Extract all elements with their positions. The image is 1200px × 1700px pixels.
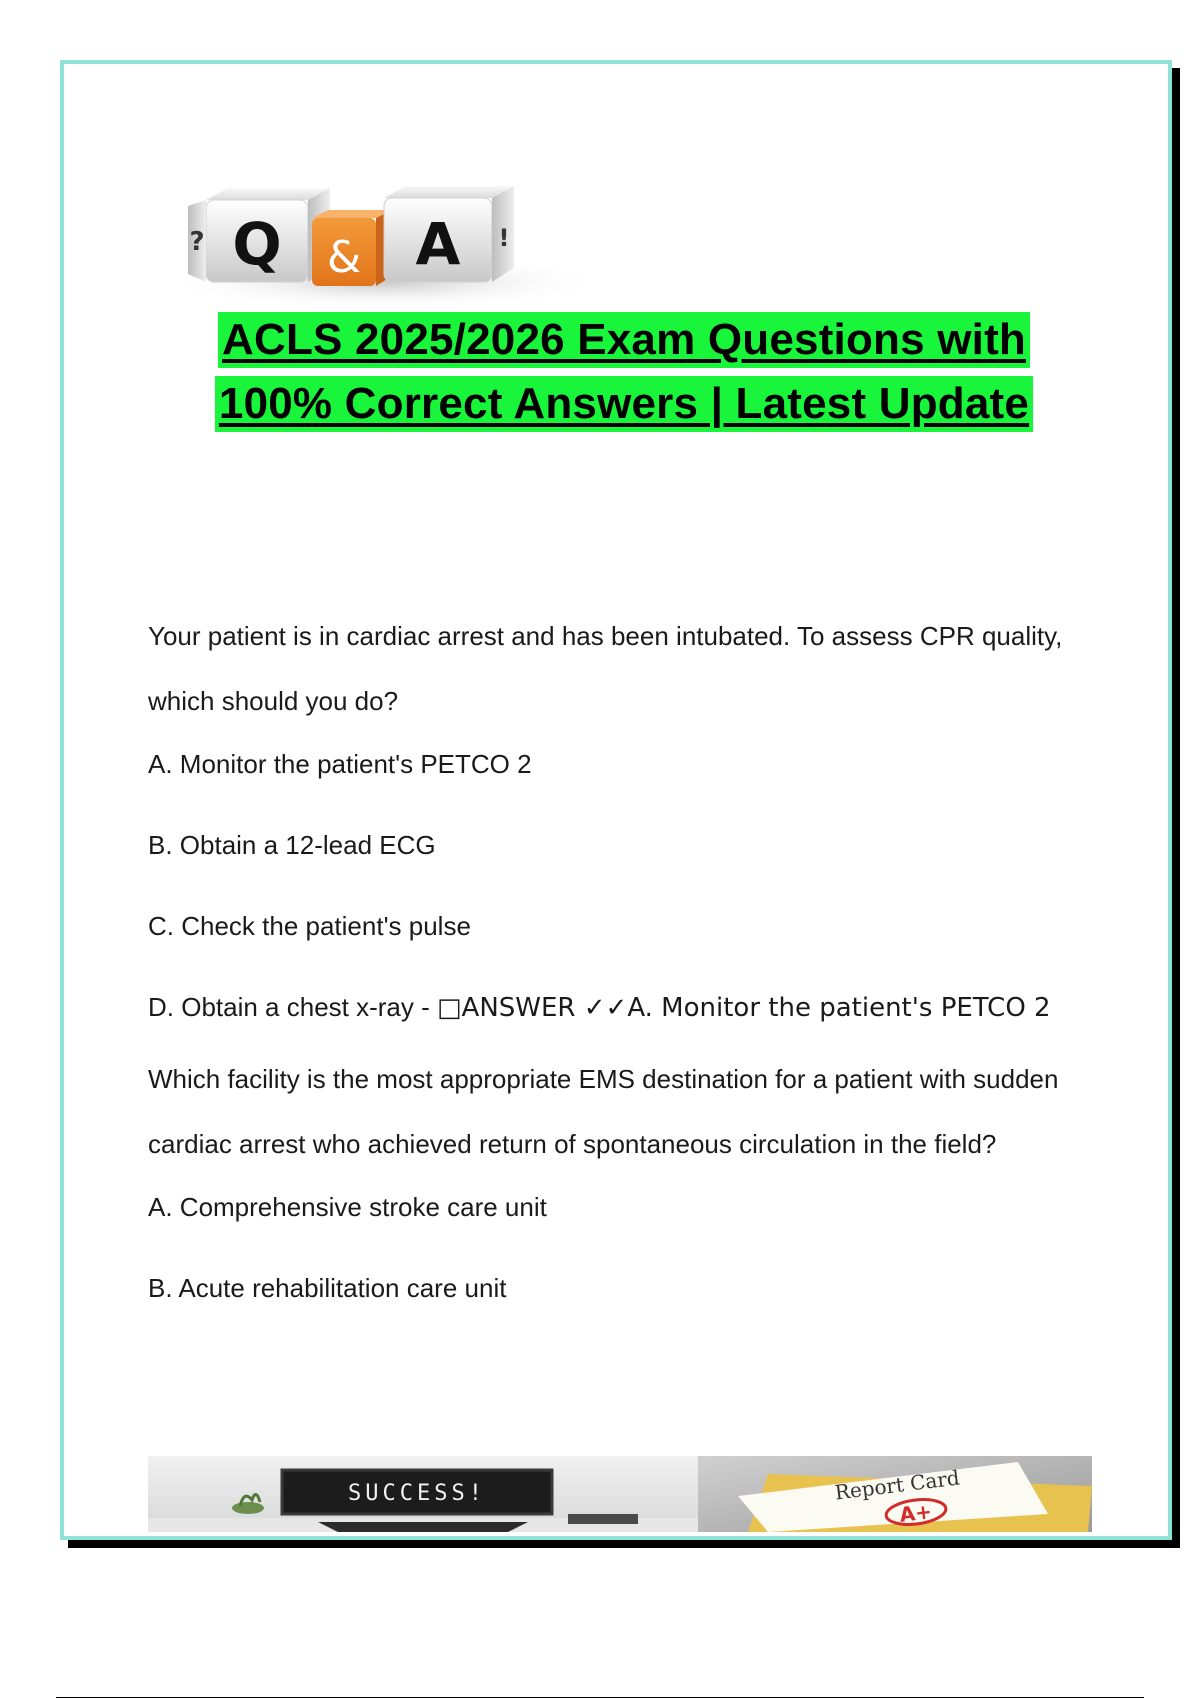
logo-side-exclaim: ! (498, 224, 510, 252)
question-2-option-b: B. Acute rehabilitation care unit (148, 1273, 507, 1303)
report-card-image (698, 1456, 1092, 1532)
question-1 (148, 604, 1108, 1051)
question-list (148, 604, 1108, 1331)
question-1-option-b: B. Obtain a 12-lead ECG (148, 830, 436, 860)
question-2-option-a: A. Comprehensive stroke care unit (148, 1192, 547, 1222)
page-frame (60, 60, 1172, 1540)
document-title (164, 312, 1084, 440)
report-card-grade: A+ (898, 1499, 934, 1527)
logo-side-question: ? (189, 227, 205, 257)
qa-dice-logo (148, 136, 596, 316)
footer-image-strip (148, 1456, 1092, 1532)
question-1-option-a: A. Monitor the patient's PETCO 2 (148, 749, 532, 779)
report-card-title: Report Card (833, 1465, 961, 1505)
success-sign-text: SUCCESS! (348, 1481, 486, 1506)
success-image (148, 1456, 698, 1532)
title-line-2: 100% Correct Answers | Latest Update (215, 376, 1033, 432)
logo-letter-a: A (415, 210, 461, 278)
question-1-prompt: Your patient is in cardiac arrest and has been intubated. To assess CPR quality, which should you do? (148, 621, 1063, 716)
question-1-option-d-text: D. Obtain a chest x-ray - (148, 992, 437, 1022)
title-line-1: ACLS 2025/2026 Exam Questions with (218, 312, 1030, 368)
question-1-option-c: C. Check the patient's pulse (148, 911, 471, 941)
question-1-answer: □ANSWER ✓✓A. Monitor the patient's PETCO 2 (436, 993, 1051, 1023)
question-1-option-d (148, 969, 1108, 1051)
question-2-prompt: Which facility is the most appropriate EMS destination for a patient with sudden cardiac arrest who achieved return of spontaneous circulation in the field? (148, 1064, 1059, 1159)
logo-letter-q: Q (232, 210, 282, 278)
question-2 (148, 1047, 1108, 1331)
page-bottom-rule (56, 1697, 1144, 1698)
logo-ampersand: & (326, 232, 362, 283)
